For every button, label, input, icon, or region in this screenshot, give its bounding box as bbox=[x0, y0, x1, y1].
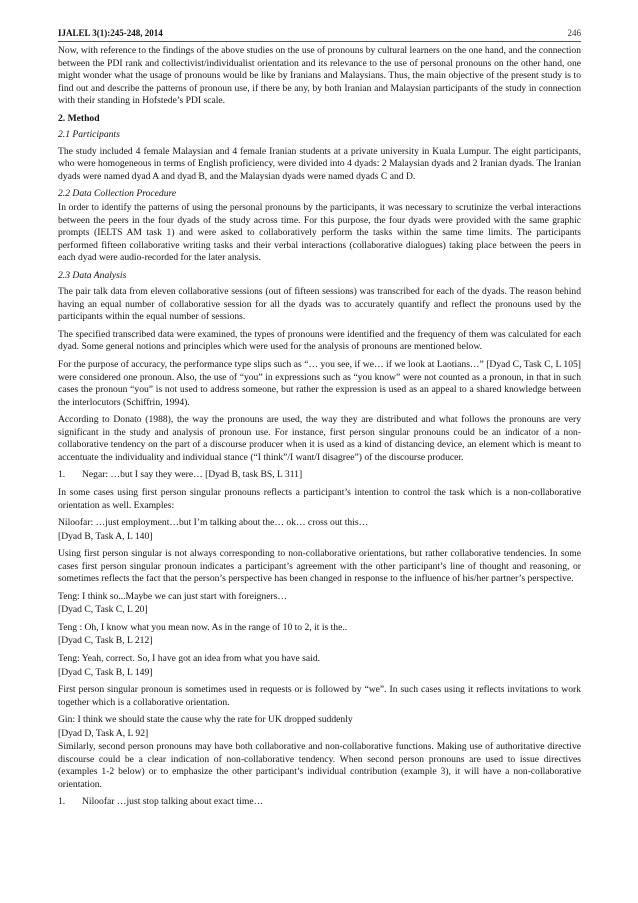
excerpt-niloofar: Niloofar: …just employment…but I’m talking about the… ok… cross out this… bbox=[58, 517, 369, 529]
analysis-paragraph-6: Using first person singular is not always corresponding to non-collaborative orientations, but rather collaborative tendencies. In some cases first person singular pronoun indicates a participant’s agreement with the other participant’s line of thought and reasoning, or sometimes reflects the fact that the person’s perspective has been changed in response to the influence of his/her partner’s perspective. bbox=[58, 548, 581, 585]
analysis-paragraph-7: First person singular pronoun is sometimes used in requests or is followed by “we”. In such cases using it reflects invitations to work together which is a collaborative orientation. bbox=[58, 684, 581, 708]
subsection-heading-data-analysis: 2.3 Data Analysis bbox=[58, 269, 127, 281]
example-number: 1. bbox=[58, 796, 66, 808]
analysis-paragraph-3: For the purpose of accuracy, the performance type slips such as “… you see, if we… if we look at Laotians…” [Dyad C, Task C, L 105] were considered one pronoun. Also, the use of “you” in expressions such as “you know” were not counted as a pronoun, in that in such cases the pronoun “you” is not used to address someone, but rather the expression is used as an appeal to a shared knowledge between the interlocutors (Schiffrin, 1994). bbox=[58, 359, 581, 408]
intro-paragraph: Now, with reference to the findings of the above studies on the use of pronouns by cultural learners on the one hand, and the connection between the PDI rank and collectivist/individualist orientation and its relevance to the use of personal pronouns on the other hand, one might wonder what the usage of pronouns would be like by Iranians and Malaysians. Thus, the main objective of the present study is to find out and describe the patterns of pronoun use, if there be any, by both Iranian and Malaysian participants of the study in connection with their standing in Hofstede’s PDI scale. bbox=[58, 45, 581, 107]
excerpt-teng-3: Teng: Yeah, correct. So, I have got an idea from what you have said. bbox=[58, 652, 321, 664]
excerpt-gin: Gin: I think we should state the cause why the rate for UK dropped suddenly bbox=[58, 714, 353, 726]
excerpt-reference: [Dyad C, Task B, L 212] bbox=[58, 635, 153, 647]
example-number: 1. bbox=[58, 469, 66, 481]
data-collection-paragraph: In order to identify the patterns of using the personal pronouns by the participants, it was necessary to scrutinize the verbal interactions between the peers in the four dyads of the study across time. For this purpose, the four dyads were provided with the same graphic prompts (IELTS AM task 1) and were asked to collaboratively perform the tasks within the same time limits. The participants performed fifteen collaborative writing tasks and their verbal interactions (collaborative dialogues) taking place between the peers in each dyad were audio-recorded for the later analysis. bbox=[58, 202, 581, 264]
example-item-niloofar bbox=[58, 796, 581, 809]
analysis-paragraph-8: Similarly, second person pronouns may have both collaborative and non-collaborative functions. Making use of authoritative directive discourse could be a clear indication of non-collaborative tendency. When second person pronouns are used to issue directives (examples 1-2 below) or to emphasize the other participant’s individual contribution (example 3), it will have a non-collaborative orientation. bbox=[58, 741, 581, 790]
excerpt-reference: [Dyad D, Task A, L 92] bbox=[58, 727, 149, 739]
excerpt-reference: [Dyad B, Task A, L 140] bbox=[58, 530, 153, 542]
subsection-heading-data-collection: 2.2 Data Collection Procedure bbox=[58, 188, 177, 200]
excerpt-teng-2: Teng : Oh, I know what you mean now. As in the range of 10 to 2, it is the.. bbox=[58, 621, 348, 633]
section-heading-method: 2. Method bbox=[58, 112, 100, 124]
running-header bbox=[58, 28, 581, 42]
analysis-paragraph-4: According to Donato (1988), the way the pronouns are used, the way they are distributed and what follows the pronouns are very significant in the study and analysis of pronoun use. For instance, first person singular pronouns could be an indicator of a non-collaborative tendency on the part of a discourse producer when it is used as a kind of distancing device, an element which is meant to accentuate the individuality and individual stance (“I think”/I want/I disagree”) of the discourse producer. bbox=[58, 414, 581, 463]
analysis-paragraph-1: The pair talk data from eleven collaborative sessions (out of fifteen sessions) was transcribed for each of the dyads. The reason behind having an equal number of collaborative session for all the dyads was to accurately quantify and reflect the pronouns used by the participants within the equal number of sessions. bbox=[58, 286, 581, 323]
excerpt-reference: [Dyad C, Task B, L 149] bbox=[58, 666, 153, 678]
analysis-paragraph-5: In some cases using first person singular pronouns reflects a participant’s intention to control the task which is a non-collaborative orientation as well. Examples: bbox=[58, 486, 581, 511]
analysis-paragraph-2: The specified transcribed data were examined, the types of pronouns were identified and the frequency of them was calculated for each dyad. Some general notions and principles which were used for the analysis of pronouns are mentioned below. bbox=[58, 328, 581, 353]
excerpt-teng-1: Teng: I think so...Maybe we can just start with foreigners… bbox=[58, 590, 287, 602]
example-text: Niloofar …just stop talking about exact time… bbox=[82, 796, 264, 808]
participants-paragraph: The study included 4 female Malaysian and 4 female Iranian students at a private university in Kuala Lumpur. The eight participants, who were homogeneous in terms of English proficiency, were divided into 4 dyads: 2 Malaysian dyads and 2 Iranian dyads. The Iranian dyads were named dyad A and dyad B, and the Malaysian dyads were named dyads C and D. bbox=[58, 145, 581, 182]
excerpt-reference: [Dyad C, Task C, L 20] bbox=[58, 604, 148, 616]
journal-citation: IJALEL 3(1):245-248, 2014 bbox=[58, 28, 163, 38]
subsection-heading-participants: 2.1 Participants bbox=[58, 129, 120, 141]
example-item-negar bbox=[58, 469, 581, 482]
example-text: Negar: …but I say they were… [Dyad B, task BS, L 311] bbox=[82, 469, 303, 481]
page-number: 246 bbox=[567, 28, 581, 38]
